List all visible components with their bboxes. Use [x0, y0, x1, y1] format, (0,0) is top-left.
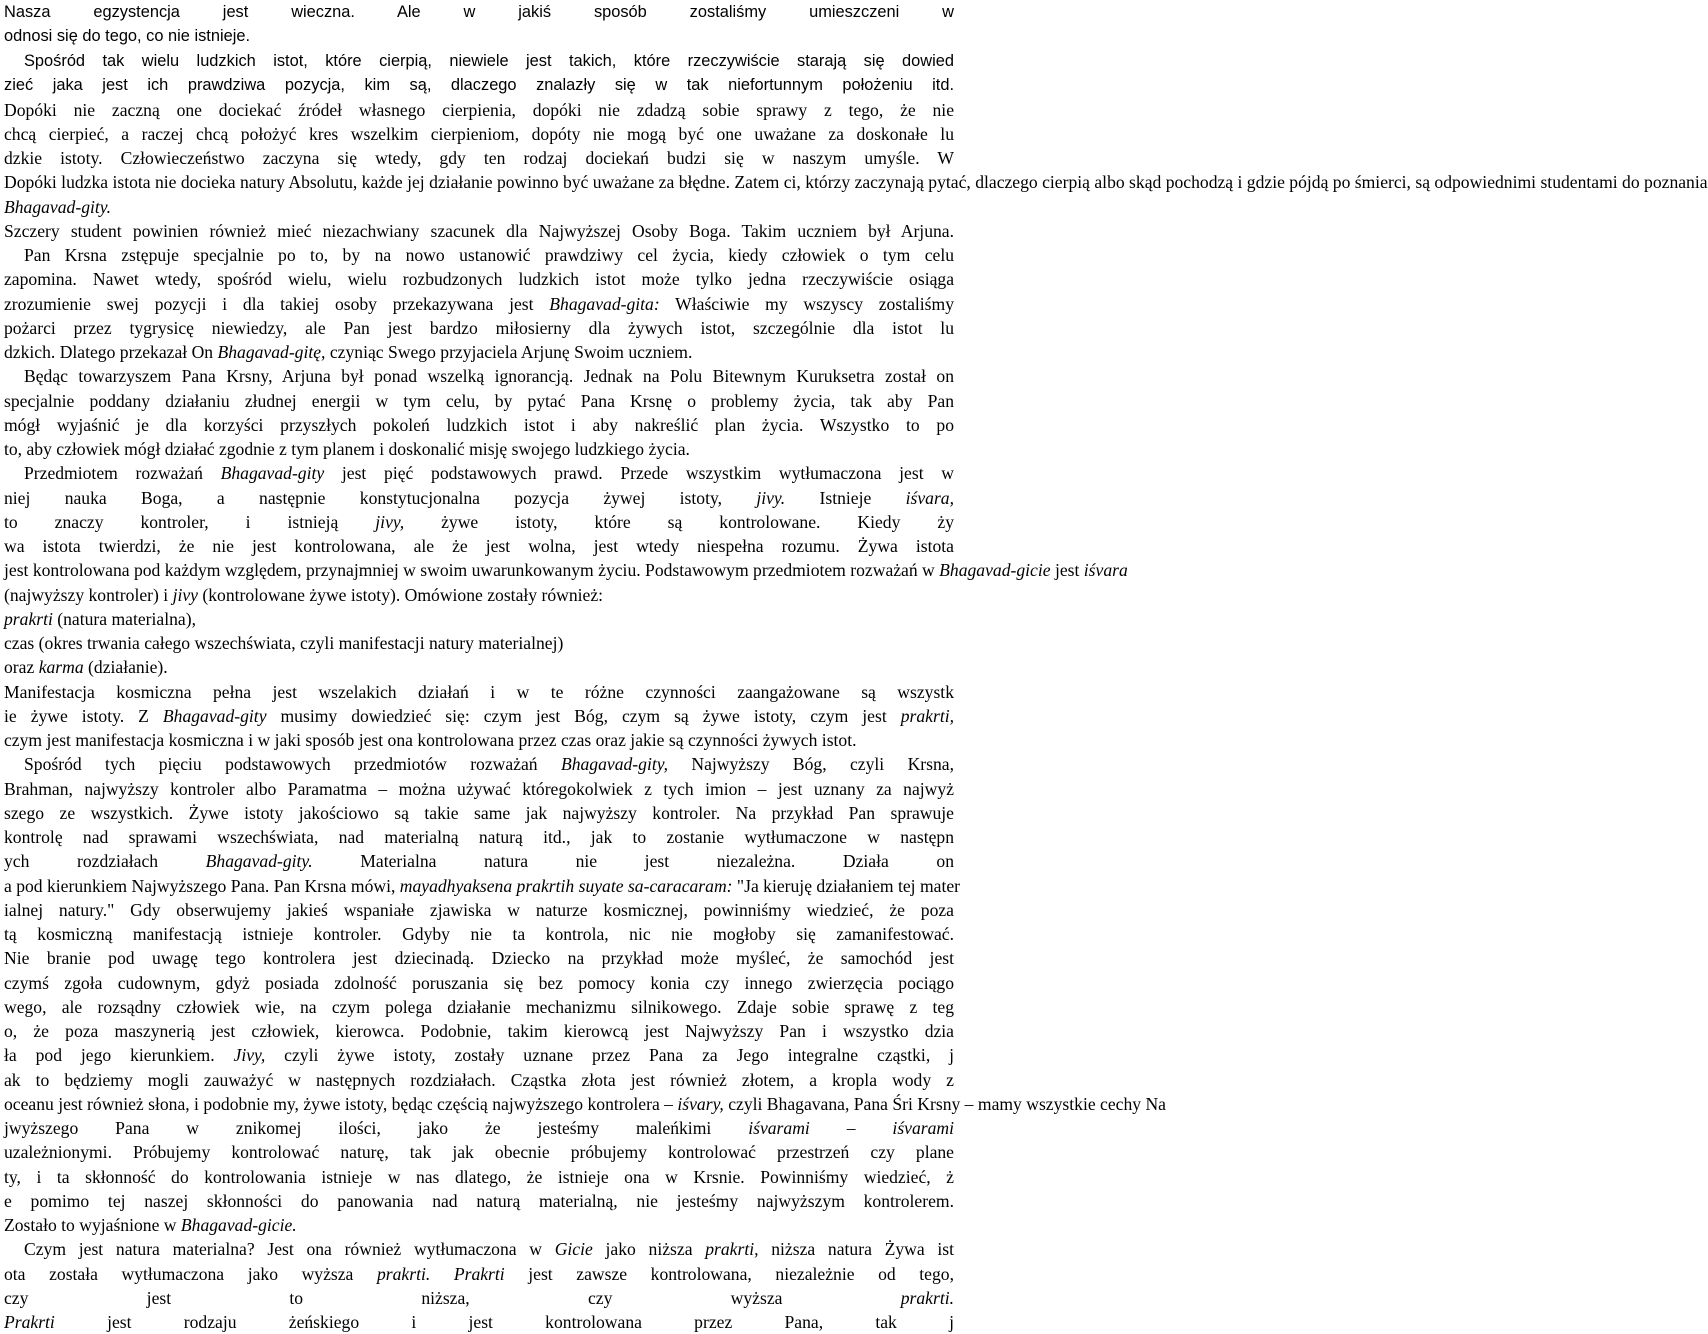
text-line	[4, 73, 954, 97]
text-run: Szczery student powinien również mieć niezachwiany szacunek dla Najwyższej Osoby Boga. Takim uczniem był Arjuna.	[4, 220, 954, 241]
text-run: o, że poza maszynerią jest człowiek, kierowca. Podobnie, takim kierowcą jest Najwyższy Pan i wszystko dzia	[4, 1021, 954, 1042]
paragraph-five-truths	[4, 461, 1128, 607]
text-run: kontrolę nad sprawami wszechświata, nad materialną naturą itd., jak to zostanie wytłumaczone w następn	[4, 827, 954, 848]
paragraph-krsna-descends	[4, 243, 954, 364]
text-run: ak to będziemy mogli zauważyć w następnych rozdziałach. Cząstka złota jest również złotem, a kropla wody z	[4, 1069, 954, 1090]
italic-term: iśvary,	[677, 1093, 724, 1114]
text-line	[4, 874, 961, 898]
text-run: Materialna natura nie jest niezależna. Działa on	[312, 851, 954, 872]
text-run: Dopóki ludzka istota nie docieka natury Absolutu, każde jej działanie powinno być uważane za błędne. Zatem ci, którzy zaczynają pytać, dlaczego cierpią albo skąd pochodzą i gdzie pójdą po śmierci, są odpowiednimi studentami do poznania	[4, 172, 1708, 193]
text-line	[4, 631, 954, 655]
italic-term: prakrti,	[900, 705, 954, 726]
text-run: dzkich. Dlatego przekazał On	[4, 342, 218, 363]
text-run: specjalnie poddany działaniu złudnej energii w tym celu, by pytać Pana Krsnę o problemy życia, tak aby Pan	[4, 390, 954, 411]
text-line	[4, 1286, 954, 1310]
italic-term: Bhagavad-gitę,	[217, 342, 326, 363]
text-run: szego ze wszystkich. Żywe istoty jakościowo są takie same jak najwyższy kontroler. Na przykład Pan sprawuje	[4, 802, 954, 823]
text-line	[4, 849, 954, 873]
text-run: dzkie istoty. Człowieczeństwo zaczyna się wtedy, gdy ten rodzaj dociekań budzi się w naszym umyśle. W	[4, 148, 954, 169]
text-run: czyli żywe istoty, zostały uznane przez Pana za Jego integralne cząstki, j	[265, 1045, 955, 1066]
text-run: chcą cierpieć, a raczej chcą położyć kres wszelkim cierpieniom, dopóty nie mogą być one uważane za doskonałe lu	[4, 123, 954, 144]
text-line	[4, 946, 954, 970]
text-line	[4, 122, 954, 146]
text-run: jest rodzaju żeńskiego i jest kontrolowana przez Pana, tak j	[54, 1312, 954, 1333]
text-line	[4, 1310, 954, 1334]
text-line	[4, 0, 954, 24]
text-run: odnosi się do tego, co nie istnieje.	[4, 27, 251, 46]
text-line	[4, 437, 954, 461]
italic-term: Bhagavad-gity	[162, 705, 267, 726]
text-run: wa istota twierdzi, że nie jest kontrolowana, ale że jest wolna, jest wtedy niespełna rozumu. Żywa istota	[4, 536, 954, 557]
text-run: pożarci przez tygrysicę niewiedzy, ale Pan jest bardzo miłosierny dla żywych istot, szczególnie dla istot lu	[4, 317, 954, 338]
text-run: uzależnionymi. Próbujemy kontrolować naturę, tak jak obecnie próbujemy kontrolować przestrzeń czy plane	[4, 1142, 954, 1163]
text-run: ych rozdziałach	[4, 851, 206, 872]
text-line	[4, 534, 954, 558]
text-run: Będąc towarzyszem Pana Krsny, Arjuna był ponad wszelką ignorancją. Jednak na Polu Bitewnym Kuruksetra został on	[24, 366, 954, 387]
text-run: ty, i ta skłonność do kontrolowania istnieje w nas dlatego, że istnieje ona w Krsnie. Powinniśmy wiedzieć, ż	[4, 1166, 954, 1187]
italic-term: Gicie	[554, 1239, 593, 1260]
text-line	[4, 195, 954, 219]
text-line	[4, 413, 954, 437]
text-run: czas (okres trwania całego wszechświata, czyli manifestacji natury materialnej)	[4, 633, 564, 654]
text-line	[4, 655, 954, 679]
text-line	[4, 49, 954, 73]
italic-term: prakrti.	[900, 1287, 954, 1308]
paragraph-suffering-sans	[4, 49, 954, 98]
text-line	[4, 316, 954, 340]
paragraph-cosmic-manifestation	[4, 680, 954, 753]
text-run: (natura materialna),	[52, 608, 196, 629]
text-run: "Ja kieruję działaniem tej mater	[732, 875, 961, 896]
italic-term: Jivy,	[233, 1045, 266, 1066]
text-run: czyli Bhagavana, Pana Śri Krsny – mamy wszystkie cechy Na	[723, 1093, 1166, 1114]
text-run: Manifestacja kosmiczna pełna jest wszelakich działań i w te różne czynności zaangażowane są wszystk	[4, 681, 954, 702]
text-line	[4, 558, 1128, 582]
text-run: Dopóki nie zaczną one dociekać źródeł własnego cierpienia, dopóki nie zdadzą sobie sprawy z tego, że nie	[4, 99, 954, 120]
text-line	[4, 1140, 954, 1164]
italic-term: Bhagavad-gity	[220, 463, 325, 484]
text-run: Przedmiotem rozważań	[24, 463, 221, 484]
italic-term: jivy.	[756, 487, 786, 508]
text-line	[4, 364, 954, 388]
italic-term: Bhagavad-gicie.	[180, 1215, 297, 1236]
text-run: jest pięć podstawowych prawd. Przede wszystkim wytłumaczona jest w	[324, 463, 954, 484]
text-run: (działanie).	[83, 657, 168, 678]
text-line	[4, 292, 954, 316]
text-run: Pan Krsna zstępuje specjalnie po to, by na nowo ustanowić prawdziwy cel życia, kiedy człowiek o tym celu	[24, 245, 954, 266]
italic-term: Bhagavad-gity.	[205, 851, 313, 872]
italic-term: prakrti,	[705, 1239, 759, 1260]
text-line	[4, 752, 954, 776]
italic-term: mayadhyaksena prakrtih suyate sa-caracaram:	[399, 875, 733, 896]
text-line	[4, 1165, 954, 1189]
text-line	[4, 510, 954, 534]
list-item-prakrti	[4, 607, 954, 631]
text-run: niej nauka Boga, a następnie konstytucjonalna pozycja żywej istoty,	[4, 487, 757, 508]
text-line	[4, 98, 954, 122]
text-line	[4, 995, 954, 1019]
text-line	[4, 170, 1708, 194]
text-run: wego, ale rozsądny człowiek wie, na czym polega działanie mechanizmu silnikowego. Zdaje sobie sprawę z teg	[4, 996, 954, 1017]
text-run: Nasza egzystencja jest wieczna. Ale w jakiś sposób zostaliśmy umieszczeni w	[4, 3, 954, 21]
text-run: Spośród tych pięciu podstawowych przedmiotów rozważań	[24, 754, 561, 775]
text-line	[4, 728, 954, 752]
paragraph-arjuna-companion	[4, 364, 954, 461]
text-line	[4, 243, 954, 267]
text-line	[4, 825, 954, 849]
text-run: to znaczy kontroler, i istnieją	[4, 511, 376, 532]
text-line	[4, 777, 954, 801]
text-run: e pomimo tej naszej skłonności do panowania nad naturą materialną, nie jesteśmy najwyższym kontrolerem.	[4, 1190, 954, 1211]
text-run: jest	[1050, 560, 1084, 581]
text-line	[4, 1262, 954, 1286]
text-line	[4, 340, 954, 364]
text-run: zieć jaka jest ich prawdziwa pozycja, kim są, dlaczego znalazły się w tak niefortunnym położeniu itd.	[4, 76, 954, 95]
text-run: Najwyższy Bóg, czyli Krsna,	[667, 754, 954, 775]
text-line	[4, 922, 954, 946]
text-run: jwyższego Pana w znikomej ilości, jako że jesteśmy maleńkimi	[4, 1118, 749, 1139]
text-run: Nie branie pod uwagę tego kontrolera jest dziecinadą. Dziecko na przykład może myśleć, że samochód jest	[4, 948, 954, 969]
text-line	[4, 1189, 954, 1213]
italic-term: prakrti	[4, 608, 53, 629]
text-line	[4, 486, 954, 510]
text-line	[4, 583, 954, 607]
text-run: Czym jest natura materialna? Jest ona również wytłumaczona w	[24, 1239, 555, 1260]
text-line	[4, 801, 954, 825]
text-run: mógł wyjaśnić je dla korzyści przyszłych pokoleń ludzkich istot i aby nakreślić plan życia. Wszystko to po	[4, 414, 954, 435]
list-item-czas	[4, 631, 954, 655]
text-run: zapomina. Nawet wtedy, spośród wielu, wielu rozbudzonych ludzkich istot może tylko jedna rzeczywiście osiąga	[4, 269, 954, 290]
text-run: Spośród tak wielu ludzkich istot, które cierpią, niewiele jest takich, które rzeczywiście starają się dowied	[24, 51, 954, 70]
text-run: jest kontrolowana pod każdym względem, przynajmniej w swoim uwarunkowanym życiu. Podstawowym przedmiotem rozważań w	[4, 560, 940, 581]
text-line	[4, 146, 954, 170]
text-line	[4, 1213, 954, 1237]
text-run: oceanu jest również słona, i podobnie my, żywe istoty, będąc częścią najwyższego kontrolera –	[4, 1093, 678, 1114]
text-line	[4, 704, 954, 728]
text-run: tą kosmiczną manifestacją istnieje kontroler. Gdyby nie ta kontrola, nic nie mogłoby się zamanifestować.	[4, 924, 954, 945]
text-line	[4, 24, 954, 48]
text-line	[4, 680, 954, 704]
text-run: to, aby człowiek mógł działać zgodnie z tym planem i doskonalić misję swojego ludzkiego życia.	[4, 439, 690, 460]
text-run: czym jest manifestacja kosmiczna i w jaki sposób jest ona kontrolowana przez czas oraz jakie są czynności żywych istot.	[4, 730, 857, 751]
text-line	[4, 1116, 954, 1140]
italic-term: jivy,	[375, 511, 405, 532]
italic-term: karma	[38, 657, 84, 678]
text-run	[430, 1264, 454, 1284]
text-line	[4, 1068, 954, 1092]
text-run: Zostało to wyjaśnione w	[4, 1215, 181, 1236]
text-line	[4, 461, 954, 485]
italic-term: Prakrti	[453, 1263, 505, 1284]
text-line	[4, 267, 954, 291]
text-run: ota została wytłumaczona jako wyższa	[4, 1263, 377, 1284]
italic-term: Bhagavad-gicie	[939, 560, 1051, 581]
text-run: (najwyższy kontroler) i	[4, 584, 173, 605]
text-run: żywe istoty, które są kontrolowane. Kiedy ży	[404, 511, 954, 532]
text-run: Istnieje	[785, 487, 906, 508]
text-line	[4, 1043, 954, 1067]
text-line	[4, 1092, 1166, 1116]
paragraph-suffering-serif	[4, 98, 1708, 244]
text-run: jako niższa	[592, 1239, 706, 1260]
italic-term: Bhagavad-gity,	[560, 754, 668, 775]
italic-term: iśvara	[1083, 560, 1128, 581]
text-run: zrozumienie swej pozycji i dla takiej osoby przekazywana jest	[4, 293, 550, 314]
text-run: czy jest to niższa, czy wyższa	[4, 1287, 901, 1308]
text-line	[4, 1237, 954, 1261]
italic-term: iśvara,	[905, 487, 954, 508]
italic-term: Bhagavad-gita:	[549, 293, 660, 314]
italic-term: jivy	[172, 584, 198, 605]
paragraph-five-subjects	[4, 752, 1166, 1237]
text-line	[4, 389, 954, 413]
text-line	[4, 898, 954, 922]
text-run: jest zawsze kontrolowana, niezależnie od tego,	[504, 1263, 954, 1284]
text-run: Brahman, najwyższy kontroler albo Paramatma – można używać któregokolwiek z tych imion – jest uznany za najwyż	[4, 778, 954, 799]
text-run: ła pod jego kierunkiem.	[4, 1045, 234, 1066]
text-run: (kontrolowane żywe istoty). Omówione zostały również:	[197, 584, 604, 605]
text-line	[4, 607, 954, 631]
text-run: czymś zgoła cudownym, gdyż posiada zdolność poruszania się bez pomocy konia czy innego zwierzęcia pociągo	[4, 972, 954, 993]
italic-term: Bhagavad-gity.	[4, 196, 112, 217]
text-run: Właściwie my wszyscy zostaliśmy	[659, 293, 954, 314]
text-run: ialnej natury." Gdy obserwujemy jakieś wspaniałe zjawiska w naturze kosmicznej, powinniśmy wiedzieć, że poza	[4, 899, 954, 920]
paragraph-material-nature	[4, 1237, 954, 1334]
text-run: musimy dowiedzieć się: czym jest Bóg, czym są żywe istoty, czym jest	[266, 705, 901, 726]
text-run: niższa natura Żywa ist	[758, 1239, 954, 1260]
italic-term: prakrti.	[376, 1263, 431, 1284]
italic-term: iśvarami – iśvarami	[748, 1118, 955, 1139]
text-line	[4, 219, 954, 243]
text-run: czyniąc Swego przyjaciela Arjunę Swoim uczniem.	[325, 342, 693, 363]
italic-term: Prakrti	[4, 1312, 55, 1333]
text-run: oraz	[4, 657, 39, 678]
list-item-karma	[4, 655, 954, 679]
text-line	[4, 971, 954, 995]
text-run: a pod kierunkiem Najwyższego Pana. Pan Krsna mówi,	[4, 875, 400, 896]
text-run: ie żywe istoty. Z	[4, 705, 163, 726]
text-line	[4, 1019, 954, 1043]
paragraph-intro	[4, 0, 954, 49]
